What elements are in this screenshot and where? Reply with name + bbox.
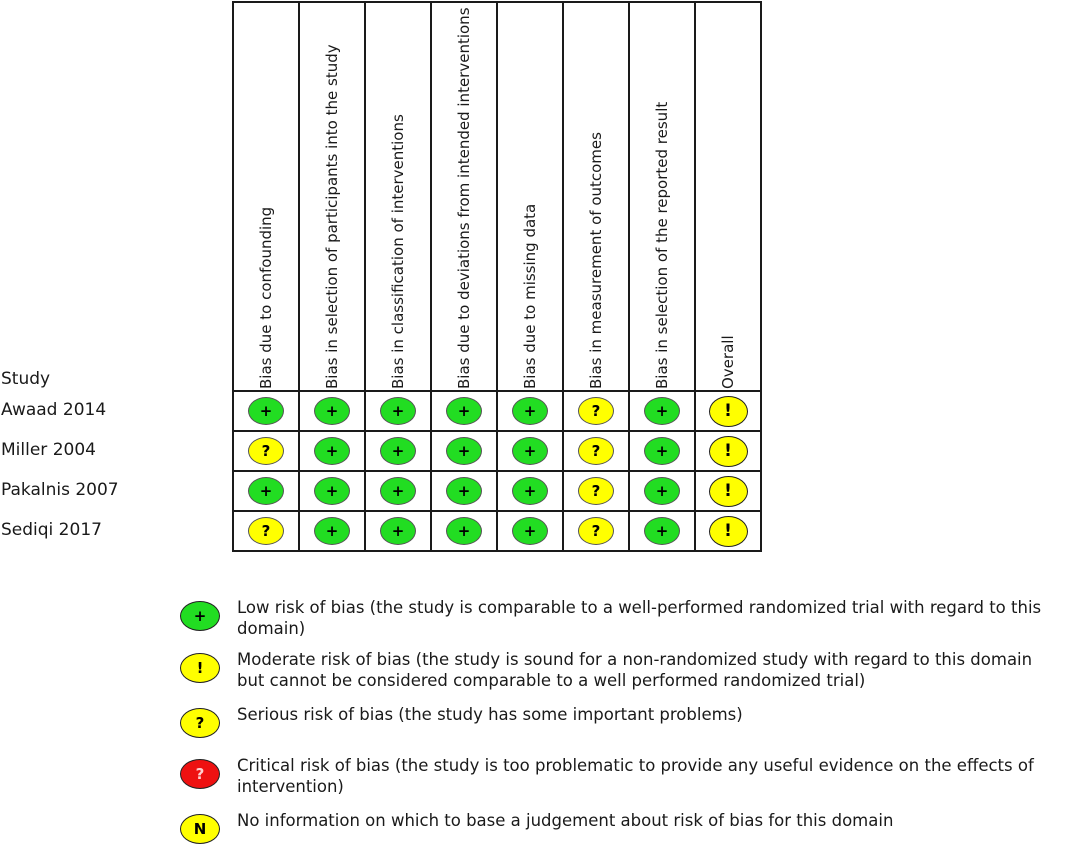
legend-text: Serious risk of bias (the study has some important problems) [237, 705, 743, 724]
judgement-cell [299, 511, 365, 551]
judgement-cell [233, 511, 299, 551]
domain-label: Bias due to confounding [257, 206, 275, 389]
judgement-cell [497, 391, 563, 431]
overall-judgement-icon: ! [709, 516, 748, 547]
judgement-cell [563, 471, 629, 511]
judgement-cell [299, 391, 365, 431]
judgement-icon: + [644, 397, 680, 425]
legend-icon: ? [180, 708, 220, 738]
judgement-cell [431, 391, 497, 431]
judgement-cell [695, 511, 761, 551]
judgement-icon: + [512, 477, 548, 505]
judgement-icon: ? [578, 397, 614, 425]
judgement-cell [497, 431, 563, 471]
judgement-cell [497, 511, 563, 551]
judgement-cell [695, 391, 761, 431]
judgement-cell [629, 431, 695, 471]
legend-text: No information on which to base a judgement about risk of bias for this domain [237, 811, 894, 830]
domain-column-header [496, 1, 562, 391]
study-name: Pakalnis 2007 [1, 480, 119, 500]
judgement-cell [365, 511, 431, 551]
judgement-cell [629, 471, 695, 511]
risk-of-bias-grid [232, 1, 766, 556]
judgement-icon: + [446, 477, 482, 505]
judgement-icon: + [380, 477, 416, 505]
judgement-icon: + [314, 517, 350, 545]
study-name: Miller 2004 [1, 440, 96, 460]
judgement-icon: ? [578, 517, 614, 545]
judgement-icon: ? [248, 437, 284, 465]
legend-icon: ? [180, 759, 220, 789]
legend-icon: + [180, 601, 220, 631]
judgement-cell [563, 431, 629, 471]
judgement-cell [563, 391, 629, 431]
domain-label: Bias in classification of interventions [389, 114, 407, 389]
judgement-cell [365, 391, 431, 431]
judgement-cell [563, 511, 629, 551]
legend-text: Low risk of bias (the study is comparable to a well-performed randomized trial with regard to this domain) [237, 598, 1042, 638]
judgement-cell [299, 431, 365, 471]
legend-text: Critical risk of bias (the study is too problematic to provide any useful evidence on the effects of intervention) [237, 756, 1034, 796]
judgement-icon: + [380, 437, 416, 465]
judgement-icon: + [512, 517, 548, 545]
judgement-icon: + [314, 397, 350, 425]
judgement-icon: ? [578, 477, 614, 505]
judgement-icon: + [314, 437, 350, 465]
judgement-icon: + [512, 397, 548, 425]
judgement-cell [299, 471, 365, 511]
judgement-cell [497, 471, 563, 511]
judgement-cell [431, 471, 497, 511]
domain-label: Bias due to deviations from intended interventions [455, 7, 473, 389]
judgement-icon: ? [578, 437, 614, 465]
domain-label: Bias in selection of the reported result [653, 101, 671, 389]
study-column-header: Study [1, 369, 51, 389]
grid-line [232, 1, 762, 3]
judgement-icon: + [314, 477, 350, 505]
study-name: Awaad 2014 [1, 400, 107, 420]
domain-column-header [364, 1, 430, 391]
domain-label: Bias in selection of participants into the study [323, 44, 341, 389]
judgement-icon: ? [248, 517, 284, 545]
domain-label: Bias in measurement of outcomes [587, 132, 605, 389]
overall-column-header [694, 1, 762, 391]
judgement-icon: + [446, 517, 482, 545]
judgement-icon: + [644, 477, 680, 505]
judgement-cell [629, 391, 695, 431]
judgement-icon: + [248, 477, 284, 505]
domain-label: Bias due to missing data [521, 203, 539, 389]
judgement-icon: + [248, 397, 284, 425]
legend-icon: N [180, 814, 220, 844]
judgement-cell [233, 471, 299, 511]
judgement-cell [431, 431, 497, 471]
judgement-cell [695, 471, 761, 511]
domain-column-header [298, 1, 364, 391]
judgement-cell [629, 511, 695, 551]
domain-column-header [430, 1, 496, 391]
legend-text: Moderate risk of bias (the study is sound for a non-randomized study with regard to this domain but cannot be considered comparable to a well performed randomized trial) [237, 650, 1033, 690]
domain-column-header [232, 1, 298, 391]
judgement-icon: + [644, 437, 680, 465]
judgement-icon: + [512, 437, 548, 465]
judgement-icon: + [446, 437, 482, 465]
judgement-icon: + [644, 517, 680, 545]
domain-label: Overall [719, 335, 737, 389]
judgement-cell [233, 391, 299, 431]
domain-column-header [628, 1, 694, 391]
overall-judgement-icon: ! [709, 396, 748, 427]
legend-icon: ! [180, 653, 220, 683]
overall-judgement-icon: ! [709, 436, 748, 467]
judgement-cell [233, 431, 299, 471]
judgement-icon: + [380, 397, 416, 425]
study-name: Sediqi 2017 [1, 520, 102, 540]
judgement-cell [695, 431, 761, 471]
judgement-cell [365, 431, 431, 471]
judgement-icon: + [380, 517, 416, 545]
domain-column-header [562, 1, 628, 391]
judgement-cell [431, 511, 497, 551]
overall-judgement-icon: ! [709, 476, 748, 507]
judgement-icon: + [446, 397, 482, 425]
judgement-cell [365, 471, 431, 511]
